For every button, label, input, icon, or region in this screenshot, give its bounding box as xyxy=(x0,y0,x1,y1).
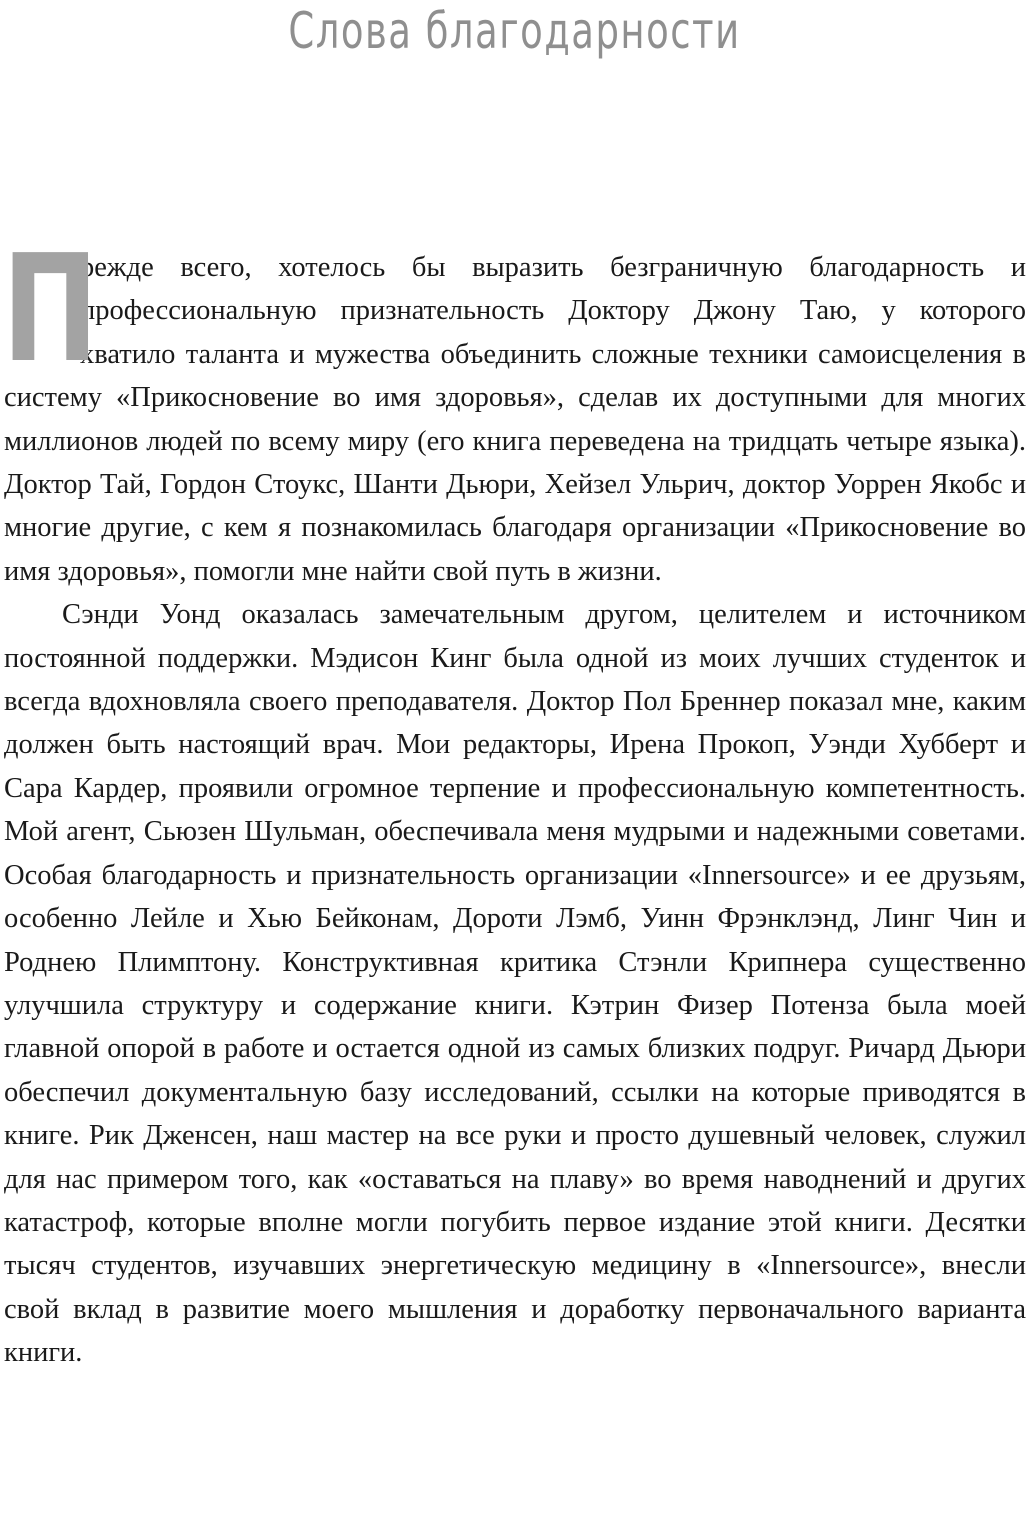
paragraph-1-text: режде всего, хотелось бы выразить безграничную благодарность и профессиональную признательность Доктору Джону Таю, у которого хватило таланта и мужества объединить сложные техники самоисцеления в систему «Прикосновение во имя здоровья», сделав их доступными для многих миллионов людей по всему миру (его книга переведена на тридцать четыре языка). Доктор Тай, Гордон Стоукс, Шанти Дьюри, Хейзел Ульрич, доктор Уоррен Якобс и многие другие, с кем я познакомилась благодаря организации «Прикосновение во имя здоровья», помогли мне найти свой путь в жизни. xyxy=(4,252,1026,587)
drop-cap: П xyxy=(2,223,99,395)
paragraph-1 xyxy=(2,223,1026,593)
paragraph-2: Сэнди Уонд оказалась замечательным другом, целителем и источником постоянной поддержки. Мэдисон Кинг была одной из моих лучших студенток и всегда вдохновляла своего преподавателя. Доктор Пол Бреннер показал мне, каким должен быть настоящий врач. Мои редакторы, Ирена Прокоп, Уэнди Хубберт и Сара Кардер, проявили огромное терпение и профессиональную компетентность. Мой агент, Сьюзен Шульман, обеспечивала меня мудрыми и надежными советами. Особая благодарность и признательность организации «Innersource» и ее друзьям, особенно Лейле и Хью Бейконам, Дороти Лэмб, Уинн Фрэнклэнд, Линг Чин и Роднею Плимптону. Конструктивная критика Стэнли Крипнера существенно улучшила структуру и содержание книги. Кэтрин Физер Потенза была моей главной опорой в работе и остается одной из самых близких подруг. Ричард Дьюри обеспечил документальную базу исследований, ссылки на которые приводятся в книге. Рик Дженсен, наш мастер на все руки и просто душевный человек, служил для нас примером того, как «оставаться на плаву» во время наводнений и других катастроф, которые вполне могли погубить первое издание этой книги. Десятки тысяч студентов, изучавших энергетическую медицину в «Innersource», внесли свой вклад в развитие моего мышления и доработку первоначального варианта книги. xyxy=(4,599,1026,1369)
page-title: Слова благодарности xyxy=(288,2,741,60)
body-text xyxy=(2,223,1026,1375)
